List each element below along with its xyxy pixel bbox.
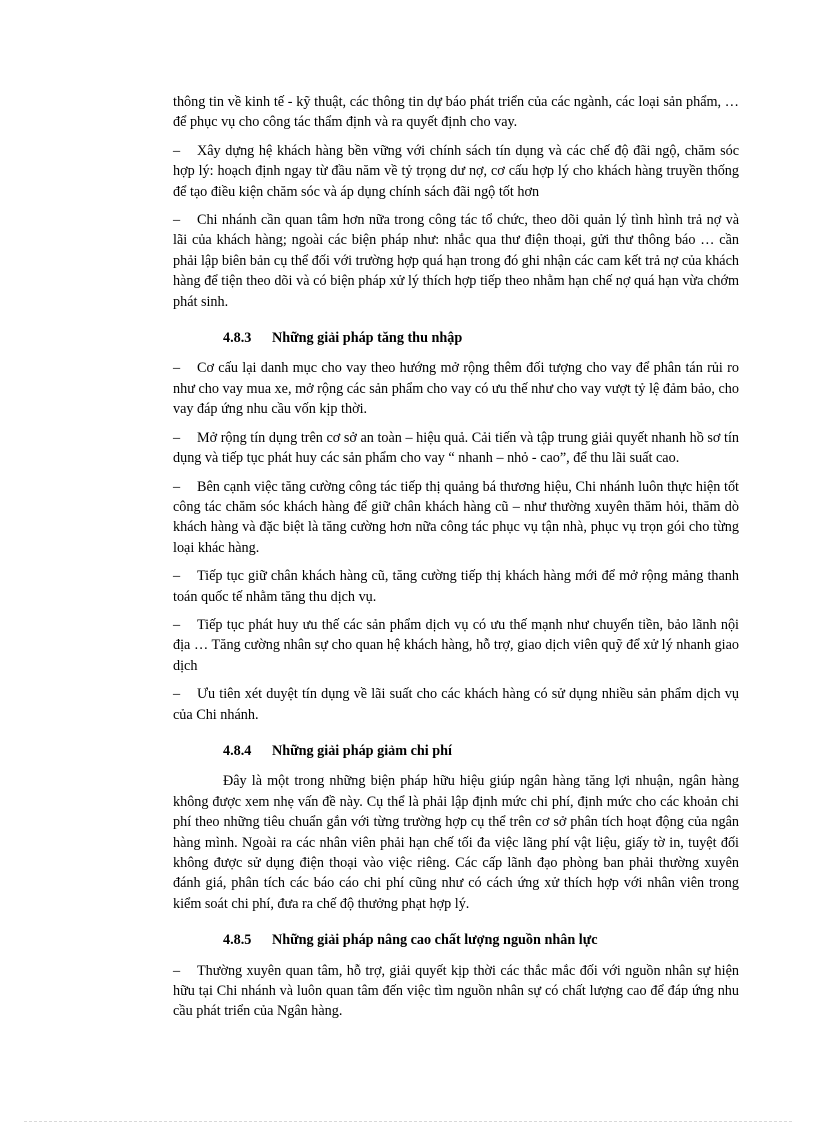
bullet-text: Xây dựng hệ khách hàng bền vững với chính sách tín dụng và các chế độ đãi ngộ, chăm sóc hợp lý: hoạch định ngay từ đầu năm về tỷ trọng dư nợ, cơ cấu hợp lý cho khách hàng truyền thống để tạo điều kiện chăm sóc và áp dụng chính sách đãi ngộ tốt hơn	[173, 142, 739, 200]
bullet-paragraph	[173, 684, 739, 725]
bullet-paragraph	[173, 210, 739, 312]
bullet-dash: –	[173, 212, 181, 229]
bullet-dash: –	[173, 142, 181, 159]
bullet-text: Mở rộng tín dụng trên cơ sở an toàn – hiệu quả. Cải tiến và tập trung giải quyết nhanh hồ sơ tín dụng và tiếp tục phát huy các sản phẩm cho vay “ nhanh – nhỏ - cao”, để thu lãi suất cao.	[173, 429, 739, 467]
bullet-paragraph	[173, 358, 739, 419]
bullet-text: Tiếp tục phát huy ưu thế các sản phẩm dịch vụ có ưu thế mạnh như chuyển tiền, bảo lãnh nội địa … Tăng cường nhân sự cho quan hệ khách hàng, hỗ trợ, giao dịch viên quỹ để xử lý nhanh giao dịch	[173, 616, 739, 674]
bullet-paragraph	[173, 961, 739, 1022]
bullet-text: Tiếp tục giữ chân khách hàng cũ, tăng cường tiếp thị khách hàng mới để mở rộng mảng thanh toán quốc tế nhằm tăng thu dịch vụ.	[173, 568, 739, 605]
bullet-dash: –	[173, 429, 181, 446]
bullet-paragraph	[173, 141, 739, 202]
bullet-paragraph	[173, 615, 739, 676]
section-heading-4-8-3	[223, 328, 739, 348]
section-title: Những giải pháp nâng cao chất lượng nguồn nhân lực	[272, 932, 598, 949]
section-title: Những giải pháp giảm chi phí	[272, 742, 453, 759]
bullet-paragraph	[173, 477, 739, 559]
bullet-dash: –	[173, 616, 181, 633]
bullet-text: Chi nhánh cần quan tâm hơn nữa trong công tác tổ chức, theo dõi quản lý tình hình trả nợ và lãi của khách hàng; ngoài các biện pháp như: nhắc qua thư điện thoại, gửi thư thông báo … cần phải lập biên bản cụ thể đối với trường hợp quá hạn trong đó ghi nhận các cam kết trả nợ của khách hàng để tiện theo dõi và có biện pháp xử lý thích hợp tiếp theo nhằm hạn chế nợ quá hạn vừa chớm phát sinh.	[173, 212, 739, 310]
bullet-text: Ưu tiên xét duyệt tín dụng về lãi suất cho các khách hàng có sử dụng nhiều sản phẩm dịch vụ của Chi nhánh.	[173, 686, 739, 723]
bullet-paragraph	[173, 428, 739, 469]
section-heading-4-8-5	[223, 930, 739, 950]
paragraph-continuation: thông tin về kinh tế - kỹ thuật, các thông tin dự báo phát triển của các ngành, các loại sản phẩm, … để phục vụ cho công tác thẩm định và ra quyết định cho vay.	[173, 94, 739, 131]
body-paragraph: Đây là một trong những biện pháp hữu hiệu giúp ngân hàng tăng lợi nhuận, ngân hàng không được xem nhẹ vấn đề này. Cụ thể là phải lập định mức chi phí, định mức cho các khoản chi phí theo những tiêu chuẩn gắn với từng trường hợp cụ thể trên cơ sở phân tích hoạt động của ngân hàng mình. Ngoài ra các nhân viên phải hạn chế tối đa việc lãng phí vật liệu, giấy tờ in, tuyệt đối không được sử dụng điện thoại vào việc riêng. Các cấp lãnh đạo phòng ban phải thường xuyên đánh giá, phân tích các báo cáo chi phí cũng như có cách ứng xử thích hợp với nhân viên trong kiểm soát chi phí, đưa ra chế độ thưởng phạt hợp lý.	[173, 773, 739, 912]
bullet-dash: –	[173, 962, 181, 979]
bullet-text: Thường xuyên quan tâm, hỗ trợ, giải quyết kịp thời các thắc mắc đối với nguồn nhân sự hiện hữu tại Chi nhánh và luôn quan tâm đến việc tìm nguồn nhân sự có chất lượng cao để đáp ứng nhu cầu phát triển của Ngân hàng.	[173, 962, 739, 1020]
section-heading-4-8-4	[223, 741, 739, 761]
section-number: 4.8.4	[223, 742, 252, 759]
bullet-paragraph	[173, 566, 739, 607]
page-bottom-border	[24, 1121, 792, 1122]
bullet-dash: –	[173, 360, 181, 377]
section-title: Những giải pháp tăng thu nhập	[272, 330, 463, 347]
section-number: 4.8.3	[223, 330, 252, 347]
bullet-dash: –	[173, 686, 181, 703]
bullet-dash: –	[173, 478, 181, 495]
bullet-dash: –	[173, 568, 181, 585]
document-page	[173, 92, 739, 1030]
bullet-text: Cơ cấu lại danh mục cho vay theo hướng mở rộng thêm đối tượng cho vay để phân tán rủi ro như cho vay mua xe, mở rộng các sản phẩm cho vay có ưu thế như cho vay vượt tỷ lệ đảm bảo, cho vay đáp ứng nhu cầu vốn kịp thời.	[173, 360, 739, 418]
section-number: 4.8.5	[223, 932, 252, 949]
bullet-text: Bên cạnh việc tăng cường công tác tiếp thị quảng bá thương hiệu, Chi nhánh luôn thực hiện tốt công tác chăm sóc khách hàng để giữ chân khách hàng cũ – như thường xuyên thăm hỏi, thăm dò khách hàng và đặc biệt là tăng cường hơn nữa công tác phục vụ tận nhà, phục vụ trọn gói cho từng loại khác hàng.	[173, 478, 739, 556]
